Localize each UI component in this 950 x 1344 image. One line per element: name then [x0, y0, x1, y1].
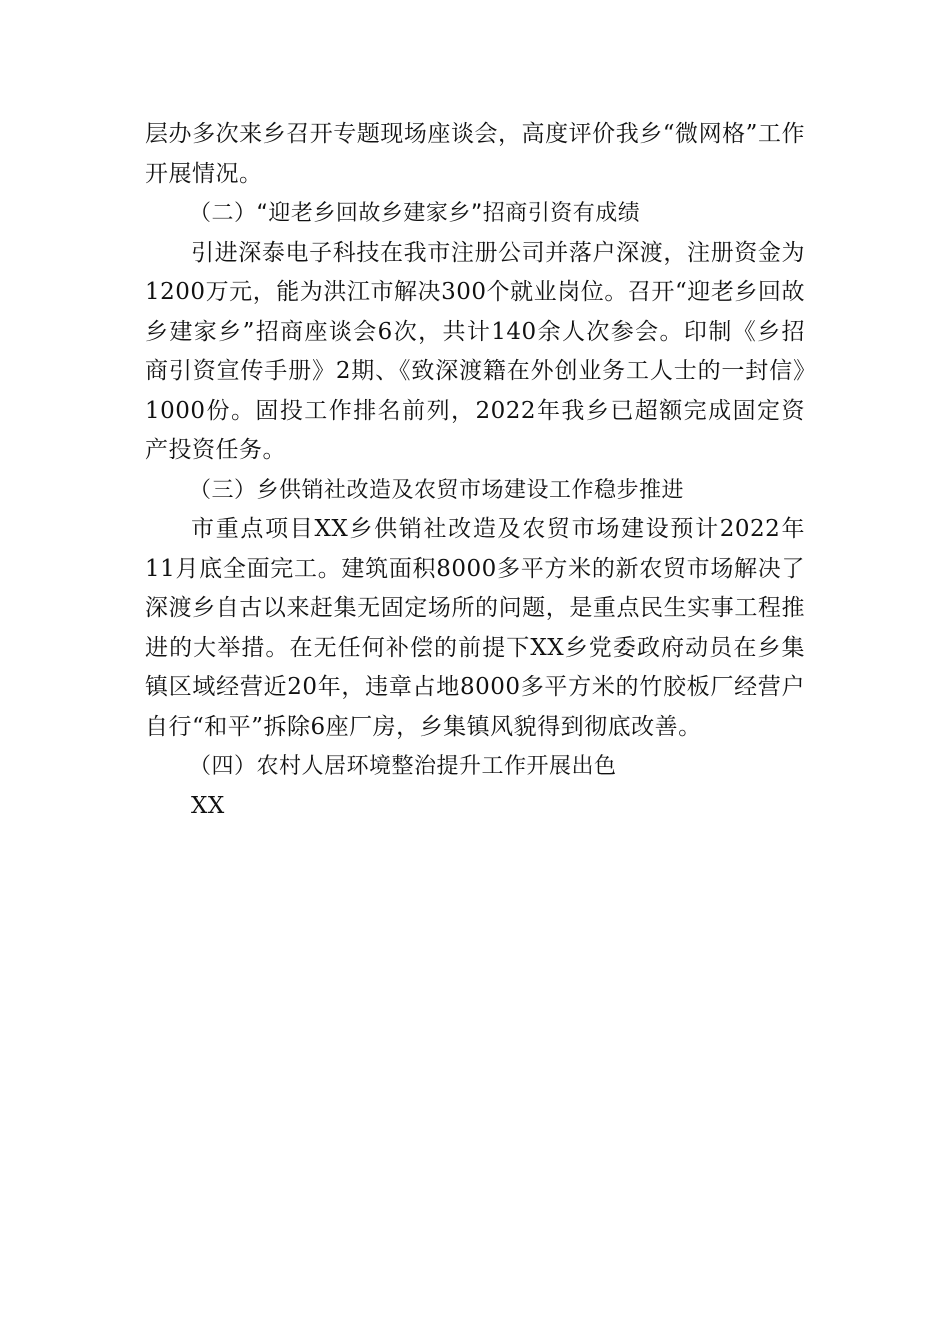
section-heading-4: （四）农村人居环境整治提升工作开展出色 — [189, 754, 617, 779]
section-heading-3: （三）乡供销社改造及农贸市场建设工作稳步推进 — [189, 477, 685, 503]
paragraph-continuation: 层办多次来乡召开专题现场座谈会，高度评价我乡“微网格”工作开展情况。 — [145, 121, 805, 187]
paragraph-investment: 引进深泰电子科技在我市注册公司并落户深渡，注册资金为1200万元，能为洪江市解决300个就业岗位。召开“迎老乡回故乡建家乡”招商座谈会6次，共计140余人次参会。印制《乡招商引资宣传手册》2期、《致深渡籍在外创业务工人士的一封信》1000份。固投工作排名前列，2022年我乡已超额完成固定资产投资任务。 — [145, 239, 805, 463]
paragraph-environment: XX — [191, 792, 225, 819]
paragraph-market: 市重点项目XX乡供销社改造及农贸市场建设预计2022年11月底全面完工。建筑面积8000多平方米的新农贸市场解决了深渡乡自古以来赶集无固定场所的问题，是重点民生实事工程推进的大举措。在无任何补偿的前提下XX乡党委政府动员在乡集镇区域经营近20年，违章占地8000多平方米的竹胶板厂经营户自行“和平”拆除6座厂房，乡集镇风貌得到彻底改善。 — [145, 516, 805, 740]
document-body — [145, 115, 805, 826]
section-heading-2: （二）“迎老乡回故乡建家乡”招商引资有成绩 — [189, 201, 641, 226]
